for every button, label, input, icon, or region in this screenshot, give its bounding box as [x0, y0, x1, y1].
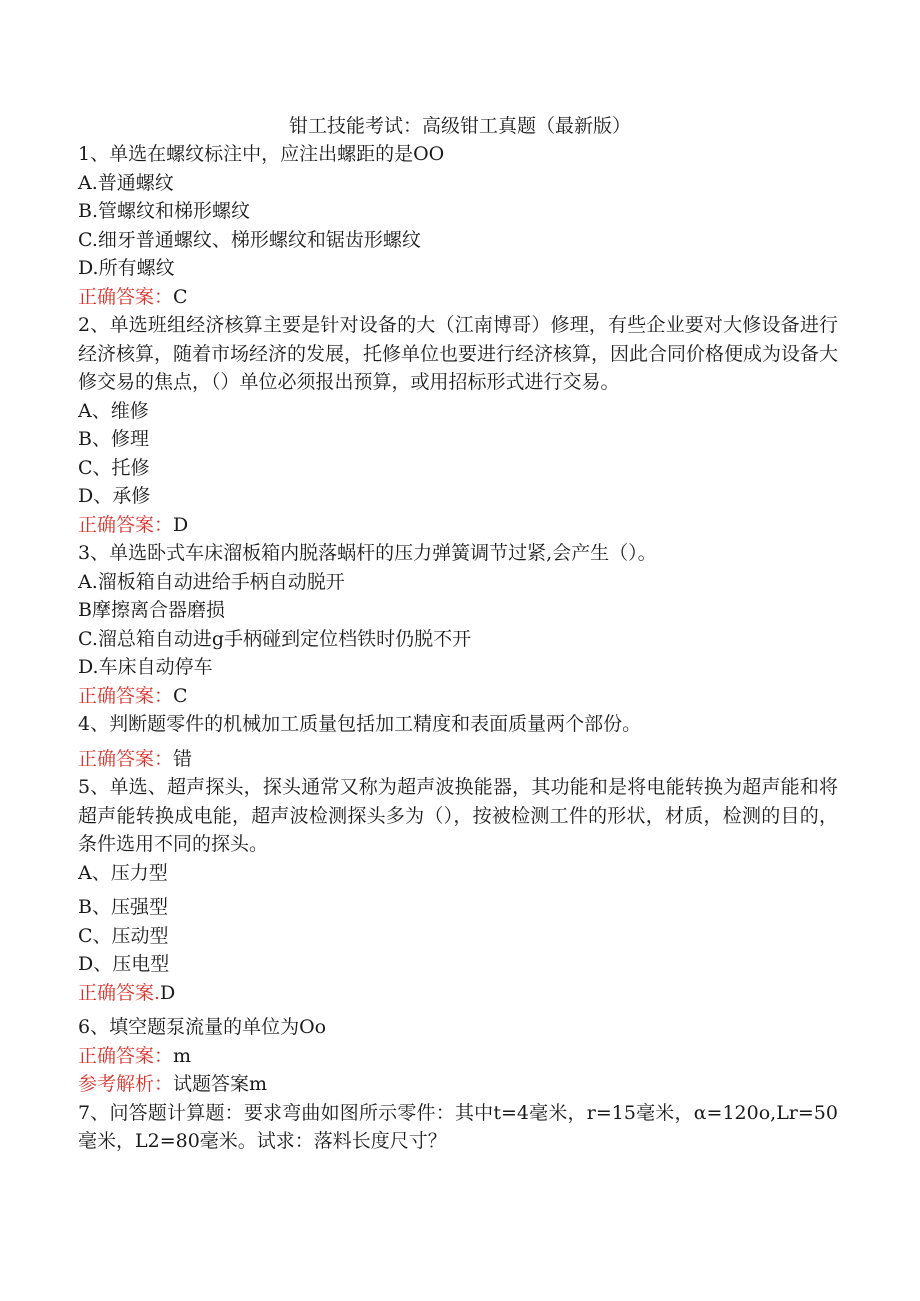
question-5-stem: 5、单选、超声探头，探头通常又称为超声波换能器，其功能和是将电能转换为超声能和将超声能转换成电能，超声波检测探头多为（），按被检测工件的形状，材质，检测的目的，条件选用不同的探头。 — [78, 776, 838, 855]
analysis-label: 参考解析： — [78, 1073, 174, 1095]
question-7-stem: 7、问答题计算题：要求弯曲如图所示零件：其中t=4毫米，r=15毫米，α=120o,Lr=50毫米，L2=80毫米。试求：落料长度尺寸？ — [78, 1101, 838, 1152]
answer-value: D — [160, 981, 176, 1004]
question-1-stem: 1、单选在螺纹标注中，应注出螺距的是OO — [78, 143, 445, 165]
question-3-option-a: A.溜板箱自动进给手柄自动脱开 — [78, 570, 345, 593]
question-3-option-d: D.车床自动停车 — [78, 656, 213, 678]
answer-label: 正确答案： — [78, 1044, 174, 1067]
answer-value: 错 — [173, 747, 193, 770]
question-1-option-c: C.细牙普通螺纹、梯形螺纹和锯齿形螺纹 — [78, 228, 421, 251]
question-2-option-c: C、托修 — [78, 456, 150, 479]
question-1-option-d: D.所有螺纹 — [78, 257, 175, 279]
answer-label: 正确答案： — [78, 285, 174, 308]
question-4-stem: 4、判断题零件的机械加工质量包括加工精度和表面质量两个部份。 — [78, 713, 642, 735]
question-5-option-a: A、压力型 — [78, 861, 168, 884]
answer-value: D — [173, 513, 189, 536]
answer-label: 正确答案： — [78, 684, 174, 707]
question-2-option-b: B、修理 — [78, 428, 149, 450]
answer-label: 正确答案： — [78, 747, 174, 770]
page-title: 钳工技能考试：高级钳工真题（最新版） — [288, 115, 631, 137]
answer-label: 正确答案： — [78, 513, 174, 536]
question-1-option-b: B.管螺纹和梯形螺纹 — [78, 200, 251, 222]
answer-value: C — [173, 285, 188, 308]
question-4-answer — [78, 745, 838, 774]
question-1-option-a: A.普通螺纹 — [78, 171, 174, 194]
question-6-answer — [78, 1042, 838, 1071]
question-2-option-d: D、承修 — [78, 485, 151, 507]
question-5-answer — [78, 979, 838, 1008]
question-6-analysis — [78, 1070, 838, 1099]
question-5-option-d: D、压电型 — [78, 953, 170, 975]
question-5-option-c: C、压动型 — [78, 924, 169, 947]
question-2-stem: 2、单选班组经济核算主要是针对设备的大（江南博哥）修理，有些企业要对大修设备进行经济核算，随着市场经济的发展，托修单位也要进行经济核算，因此合同价格便成为设备大修交易的焦点，（）单位必须报出预算，或用招标形式进行交易。 — [78, 314, 839, 393]
question-3-answer — [78, 682, 838, 711]
question-3-option-b: B摩擦离合器磨损 — [78, 599, 225, 621]
answer-value: m — [173, 1044, 192, 1067]
question-3-option-c: C.溜总箱自动进g手柄碰到定位档铁时仍脱不开 — [78, 627, 472, 650]
analysis-value: 试题答案m — [173, 1073, 268, 1095]
answer-value: C — [173, 684, 188, 707]
question-2-option-a: A、维修 — [78, 399, 149, 422]
answer-label: 正确答案. — [78, 981, 161, 1004]
question-1-answer — [78, 283, 838, 312]
question-2-answer — [78, 511, 838, 540]
question-5-option-b: B、压强型 — [78, 896, 168, 918]
document-page — [78, 112, 838, 1156]
question-3-stem: 3、单选卧式车床溜板箱内脱落蜗杆的压力弹簧调节过紧,会产生（）。 — [78, 542, 657, 564]
question-6-stem: 6、填空题泵流量的单位为Oo — [78, 1016, 327, 1038]
